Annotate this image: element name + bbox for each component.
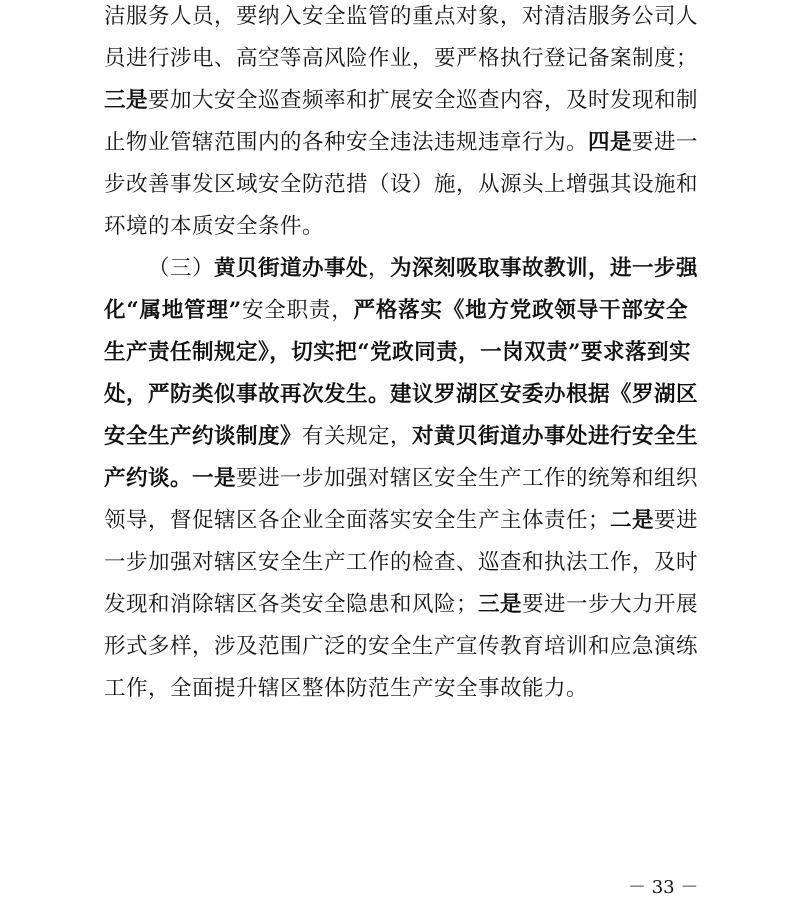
text-line: 处，严防类似事故再次发生。建议罗湖区安委办根据《罗湖区 (104, 382, 699, 407)
text-line: 一步加强对辖区安全生产工作的检查、巡查和执法工作，及时 (104, 550, 699, 575)
text-line: 形式多样，涉及范围广泛的安全生产宣传教育培训和应急演练 (104, 634, 699, 659)
text-line: 步改善事发区域安全防范措（设）施，从源头上增强其设施和 (104, 172, 699, 197)
text-line: 生产责任制规定》，切实把“党政同责，一岗双责”要求落到实 (104, 340, 691, 365)
text-line: （三）黄贝街道办事处，为深刻吸取事故教训，进一步强 (148, 256, 699, 281)
page-number: － 33 － (628, 877, 699, 898)
text-line: 产约谈。一是要进一步加强对辖区安全生产工作的统筹和组织 (104, 466, 699, 491)
text-line: 洁服务人员，要纳入安全监管的重点对象，对清洁服务公司人 (104, 4, 699, 29)
text-line: 三是要加大安全巡查频率和扩展安全巡查内容，及时发现和制 (104, 88, 699, 113)
text-line: 止物业管辖范围内的各种安全违法违规违章行为。四是要进一 (104, 130, 699, 155)
text-line: 领导，督促辖区各企业全面落实安全生产主体责任；二是要进 (104, 508, 699, 533)
text-line: 环境的本质安全条件。 (104, 214, 325, 239)
text-line: 化“属地管理”安全职责，严格落实《地方党政领导干部安全 (104, 298, 688, 323)
text-line: 工作，全面提升辖区整体防范生产安全事故能力。 (104, 676, 589, 701)
text-line: 发现和消除辖区各类安全隐患和风险；三是要进一步大力开展 (104, 592, 699, 617)
text-line: 安全生产约谈制度》有关规定，对黄贝街道办事处进行安全生 (104, 424, 699, 449)
text-line: 员进行涉电、高空等高风险作业，要严格执行登记备案制度； (104, 46, 699, 71)
